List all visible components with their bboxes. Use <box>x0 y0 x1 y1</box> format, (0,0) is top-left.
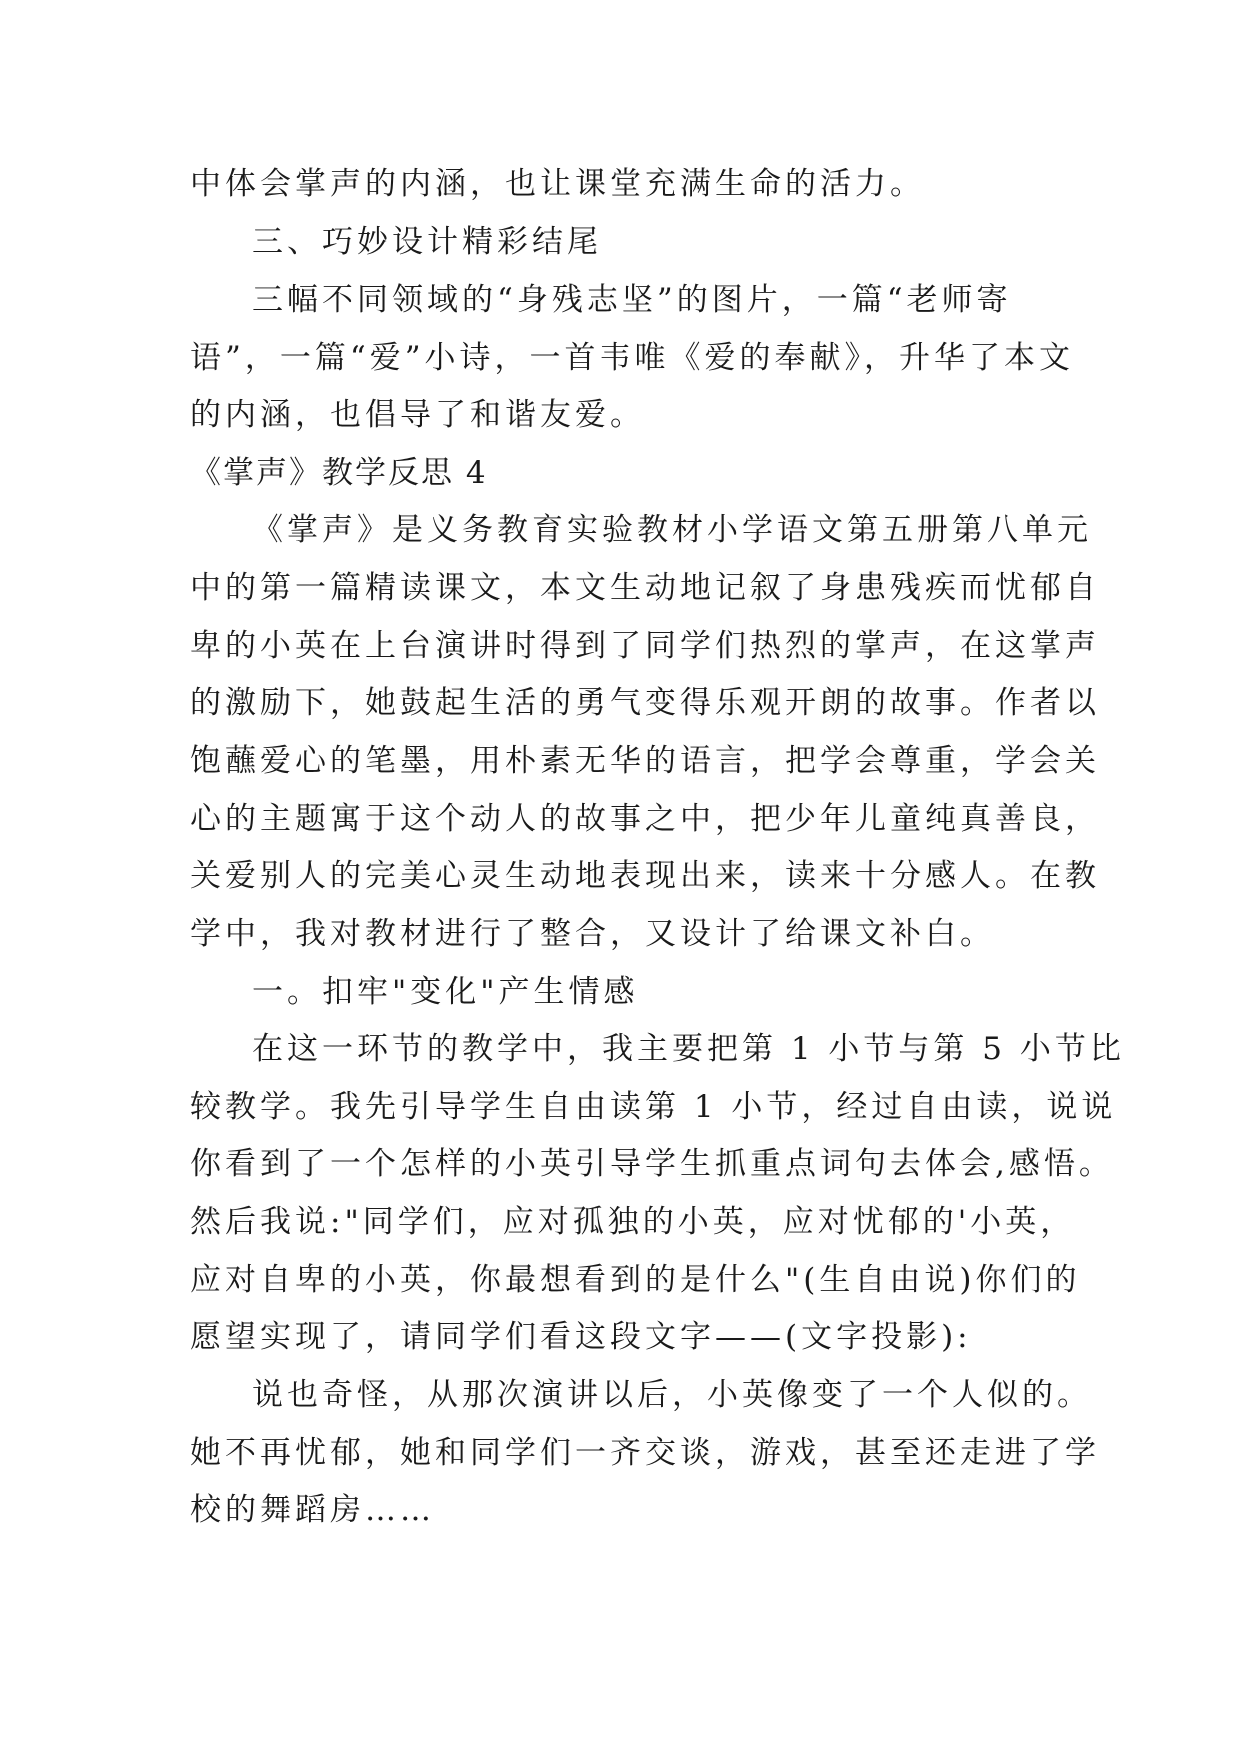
paragraph-line: 较教学。我先引导学生自由读第 1 小节，经过自由读，说说 <box>190 1089 1117 1125</box>
paragraph-line: 你看到了一个怎样的小英引导学生抓重点词句去体会,感悟。 <box>190 1146 1114 1182</box>
paragraph-line: 愿望实现了，请同学们看这段文字——(文字投影): <box>190 1319 972 1355</box>
section-heading: 一。扣牢"变化"产生情感 <box>252 974 639 1010</box>
section-heading: 三、巧妙设计精彩结尾 <box>252 224 602 260</box>
paragraph-line: 在这一环节的教学中，我主要把第 1 小节与第 5 小节比 <box>252 1031 1125 1067</box>
paragraph-line: 饱蘸爱心的笔墨，用朴素无华的语言，把学会尊重，学会关 <box>190 743 1100 779</box>
paragraph-line: 心的主题寓于这个动人的故事之中，把少年儿童纯真善良， <box>190 801 1100 837</box>
quoted-paragraph-line: 校的舞蹈房…… <box>190 1492 435 1528</box>
paragraph-line: 卑的小英在上台演讲时得到了同学们热烈的掌声，在这掌声 <box>190 628 1100 664</box>
paragraph-line: 三幅不同领域的“身残志坚”的图片，一篇“老师寄 <box>252 282 1012 318</box>
paragraph-line: 学中，我对教材进行了整合，又设计了给课文补白。 <box>190 916 995 952</box>
paragraph-line: 然后我说:"同学们，应对孤独的小英，应对忧郁的'小英， <box>190 1204 1076 1240</box>
article-title: 《掌声》教学反思 4 <box>190 455 488 491</box>
paragraph-line: 语”，一篇“爱”小诗，一首韦唯《爱的奉献》，升华了本文 <box>190 340 1075 376</box>
paragraph-line: 《掌声》是义务教育实验教材小学语文第五册第八单元 <box>252 512 1092 548</box>
quoted-paragraph-line: 她不再忧郁，她和同学们一齐交谈，游戏，甚至还走进了学 <box>190 1435 1100 1471</box>
paragraph-line: 关爱别人的完美心灵生动地表现出来，读来十分感人。在教 <box>190 858 1100 894</box>
quoted-paragraph-line: 说也奇怪，从那次演讲以后，小英像变了一个人似的。 <box>252 1377 1092 1413</box>
paragraph-line: 中的第一篇精读课文，本文生动地记叙了身患残疾而忧郁自 <box>190 570 1100 606</box>
paragraph-line: 的激励下，她鼓起生活的勇气变得乐观开朗的故事。作者以 <box>190 685 1100 721</box>
paragraph-line: 的内涵，也倡导了和谐友爱。 <box>190 397 645 433</box>
paragraph-line: 中体会掌声的内涵，也让课堂充满生命的活力。 <box>190 166 925 202</box>
paragraph-line: 应对自卑的小英，你最想看到的是什么"(生自由说)你们的 <box>190 1262 1081 1298</box>
